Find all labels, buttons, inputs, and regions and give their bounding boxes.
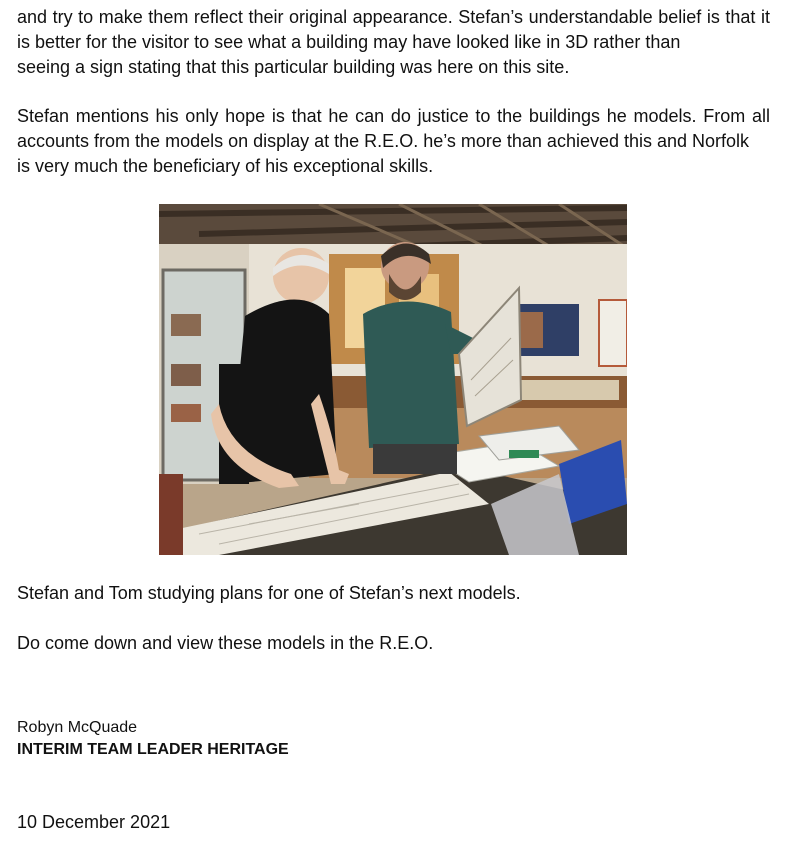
para1-line-3: seeing a sign stating that this particular building was here on this site. [17,57,570,77]
para1-line-2: that it is better for the visitor to see what a building may have looked like in 3D rather than [17,7,770,52]
para2-line-1: Stefan mentions his only hope is that he can do justice to the buildings he models. From all [17,106,770,126]
para2-line-3: is very much the beneficiary of his exceptional skills. [17,156,434,176]
document-date: 10 December 2021 [17,812,171,832]
photo-caption: Stefan and Tom studying plans for one of Stefan’s next models. [17,583,521,603]
paragraph-visitor-belief [17,5,770,80]
paragraph-doing-justice [17,104,770,179]
para2-line-2: accounts from the models on display at the R.E.O. he’s more than achieved this and Norfolk [17,131,750,151]
para1-line-1: and try to make them reflect their original appearance. Stefan’s understandable belief is [17,7,720,27]
author-title: INTERIM TEAM LEADER HERITAGE [17,741,289,758]
invitation-text: Do come down and view these models in the R.E.O. [17,633,434,653]
museum-photo [159,204,627,555]
author-name: Robyn McQuade [17,719,138,736]
